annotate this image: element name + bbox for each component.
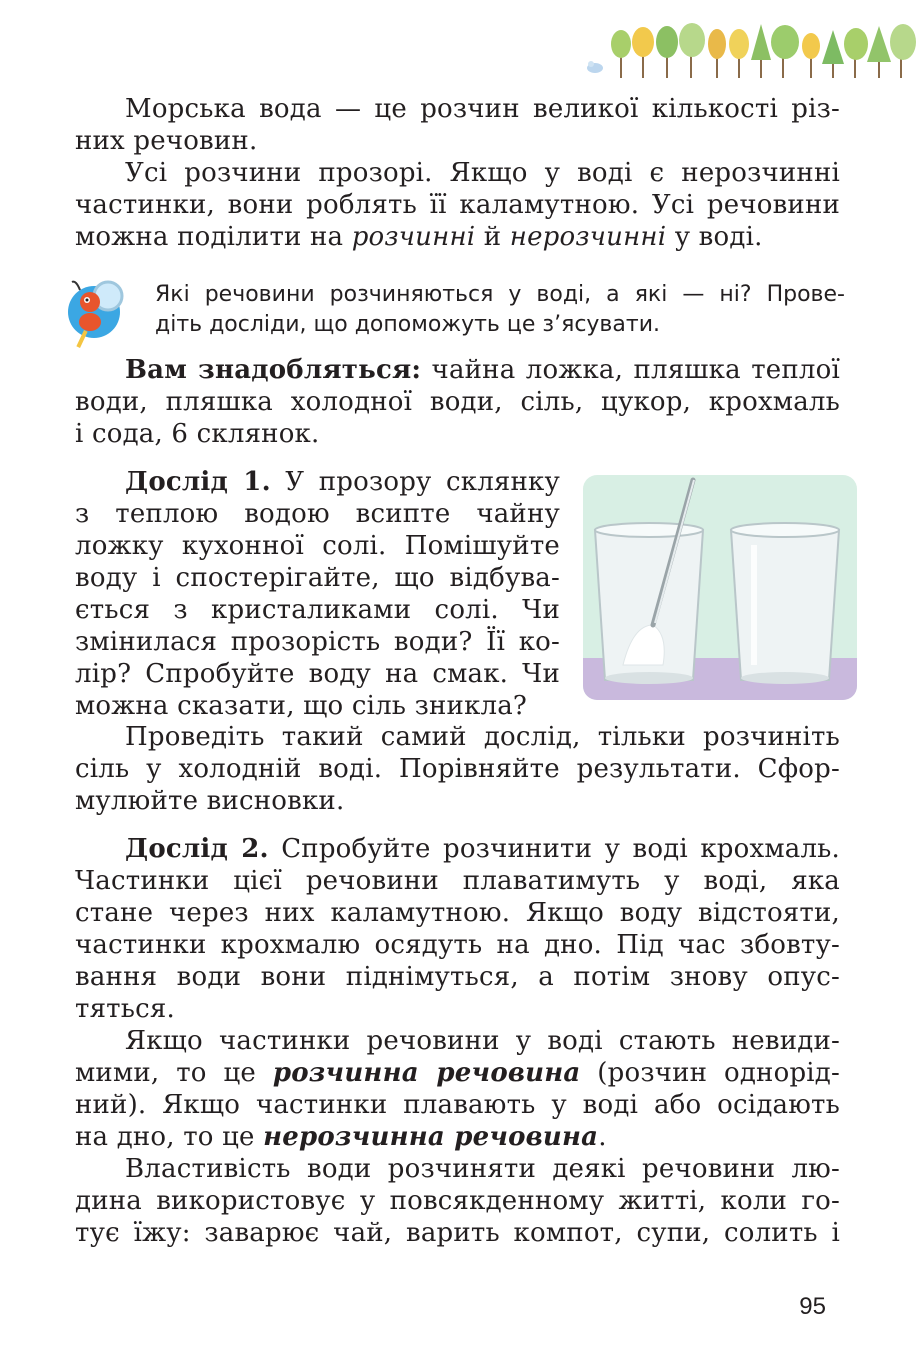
term-soluble-substance: розчинна речовина: [272, 1058, 581, 1088]
ant-with-magnifier-icon: [58, 272, 138, 352]
text-line: Дослід 2. Спробуйте розчинити у воді крохмаль.: [125, 834, 840, 864]
paragraph-conclusion: [75, 1025, 840, 1153]
text-line: можна сказати, що сіль зникла?: [75, 691, 528, 721]
text-line: частинки, вони роблять її каламутною. Усі речовини: [75, 190, 840, 220]
task-text: [155, 280, 845, 340]
text-line: Вам знадобляться: чайна ложка, пляшка теплої: [125, 355, 840, 385]
text-line: можна поділити на розчинні й нерозчинні у воді.: [75, 222, 763, 252]
text-line: Дослід 1. У прозору склянку: [125, 467, 560, 497]
text-line: лір? Спробуйте воду на смак. Чи: [75, 659, 560, 689]
paragraph-experiment-1: [75, 466, 560, 722]
text-line: і сода, 6 склянок.: [75, 419, 320, 449]
text-line: них речовин.: [75, 126, 258, 156]
text-line: вання води вони піднімуться, а потім знову опус-: [75, 962, 840, 992]
text-line: Проведіть такий самий дослід, тільки розчиніть: [125, 722, 840, 752]
paragraph-sea-water: [75, 93, 840, 157]
term-insoluble: нерозчинні: [509, 222, 667, 252]
paragraph-experiment-1-continued: [75, 721, 840, 817]
text-line: діть досліди, що допоможуть це з’ясувати.: [155, 312, 660, 337]
experiment-1-heading: Дослід 1.: [125, 467, 271, 497]
text-line: на дно, то це нерозчинна речовина.: [75, 1122, 607, 1152]
paragraph-solutions: [75, 157, 840, 253]
text-line: воду і спостерігайте, що відбува-: [75, 563, 560, 593]
text-line: дина використовує у повсякденному житті, коли го-: [75, 1186, 840, 1216]
text-line: Морська вода — це розчин великої кількості різ-: [125, 94, 840, 124]
text-line: Усі розчини прозорі. Якщо у воді є нерозчинні: [125, 158, 840, 188]
paragraph-experiment-2: [75, 833, 840, 1025]
text-line: Частинки цієї речовини плаватимуть у воді, яка: [75, 866, 840, 896]
term-soluble: розчинні: [351, 222, 476, 252]
glasses-photo: [583, 475, 857, 700]
text-line: тяться.: [75, 994, 175, 1024]
experiment-2-heading: Дослід 2.: [125, 834, 269, 864]
term-insoluble-substance: нерозчинна речовина: [263, 1122, 599, 1152]
text-line: стане через них каламутною. Якщо воду відстояти,: [75, 898, 840, 928]
text-line: ний). Якщо частинки плавають у воді або осідають: [75, 1090, 840, 1120]
text-line: мими, то це розчинна речовина (розчин однорід-: [75, 1058, 840, 1088]
text-line: тує їжу: заварює чай, варить компот, супи, солить і: [75, 1218, 840, 1248]
text-line: сіль у холодній воді. Порівняйте результати. Сфор-: [75, 754, 840, 784]
paragraph-everyday-use: [75, 1153, 840, 1249]
text-line: змінилася прозорість води? Її ко-: [75, 627, 560, 657]
materials-heading: Вам знадобляться:: [125, 355, 422, 385]
text-line: Властивість води розчиняти деякі речовини лю-: [125, 1154, 840, 1184]
page-number: 95: [799, 1293, 826, 1320]
text-line: частинки крохмалю осядуть на дно. Під час збовту-: [75, 930, 840, 960]
text-line: з теплою водою всипте чайну: [75, 499, 560, 529]
text-line: ложку кухонної солі. Помішуйте: [75, 531, 560, 561]
text-line: Які речовини розчиняються у воді, а які — ні? Прове-: [155, 282, 845, 307]
text-line: Якщо частинки речовини у воді стають невиди-: [125, 1026, 840, 1056]
text-line: ється з кристаликами солі. Чи: [75, 595, 560, 625]
text-line: мулюйте висновки.: [75, 786, 345, 816]
text-line: води, пляшка холодної води, сіль, цукор, крохмаль: [75, 387, 840, 417]
trees-decoration: [573, 20, 918, 82]
paragraph-materials: [75, 354, 840, 450]
